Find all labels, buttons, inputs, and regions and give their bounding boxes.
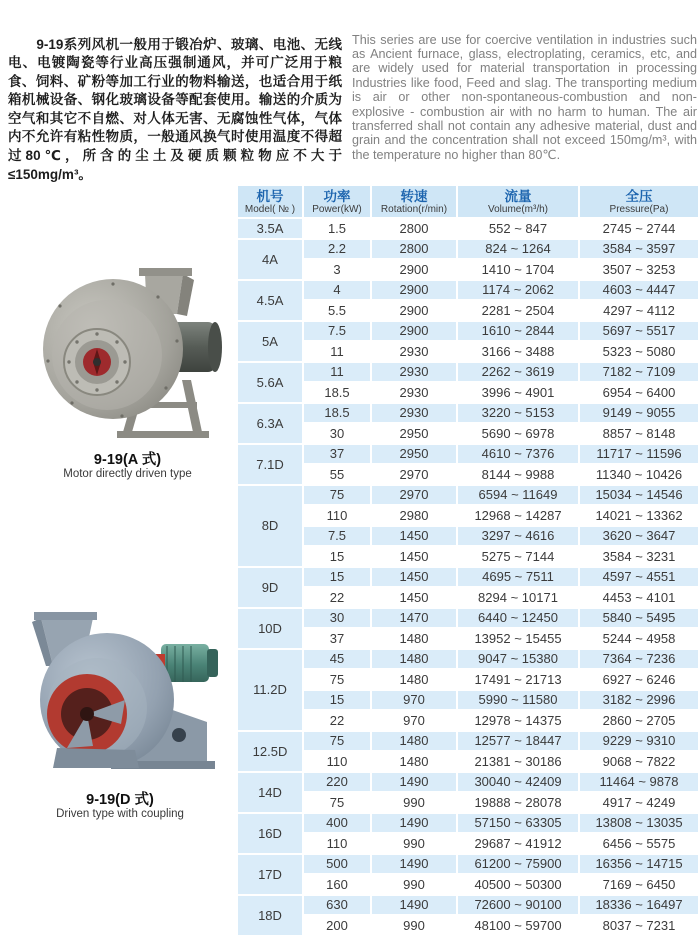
spec-cell: 8144 ~ 9988 — [458, 465, 578, 484]
spec-cell: 1610 ~ 2844 — [458, 322, 578, 341]
spec-cell: 1450 — [372, 547, 456, 566]
spec-cell: 1490 — [372, 773, 456, 792]
spec-cell: 110 — [304, 834, 370, 853]
model-cell: 16D — [238, 814, 302, 853]
spec-cell: 40500 ~ 50300 — [458, 875, 578, 894]
spec-cell: 37 — [304, 445, 370, 464]
spec-cell: 30 — [304, 609, 370, 628]
table-row — [238, 588, 698, 607]
model-cell: 9D — [238, 568, 302, 607]
spec-cell: 5.5 — [304, 301, 370, 320]
spec-cell: 990 — [372, 916, 456, 935]
spec-cell: 1480 — [372, 650, 456, 669]
spec-cell: 2900 — [372, 322, 456, 341]
intro-paragraph-english: This series are use for coercive ventilation in industries such as Ancient furnace, glass, electroplating, ceramics, etc, and are widely used for material transportation in processing Industries like food, Feed and slag. The transporting medium is air or other non-spontaneous-combustion and non- explosive - combustion air with no harm to human. The air transferred shall not contain any adhesive material, dust and grain and the concentration shall not exceed 150mg/m³, with the temperature no higher than 80℃. — [352, 32, 697, 162]
spec-cell: 1480 — [372, 732, 456, 751]
spec-cell: 37 — [304, 629, 370, 648]
spec-cell: 970 — [372, 691, 456, 710]
spec-cell: 1480 — [372, 752, 456, 771]
spec-cell: 3297 ~ 4616 — [458, 527, 578, 546]
spec-cell: 3 — [304, 260, 370, 279]
spec-cell: 12577 ~ 18447 — [458, 732, 578, 751]
spec-cell: 6456 ~ 5575 — [580, 834, 698, 853]
spec-cell: 9149 ~ 9055 — [580, 404, 698, 423]
table-row — [238, 219, 698, 238]
table-row — [238, 301, 698, 320]
spec-cell: 11340 ~ 10426 — [580, 465, 698, 484]
spec-cell: 55 — [304, 465, 370, 484]
spec-cell: 15034 ~ 14546 — [580, 486, 698, 505]
spec-cell: 21381 ~ 30186 — [458, 752, 578, 771]
intro-paragraph-chinese: 9-19系列风机一般用于锻冶炉、玻璃、电池、无线电、电镀陶瓷等行业高压强制通风，并可广泛用于粮食、饲料、矿粉等加工行业的物料输送，也适合用于纸箱机械设备、钢化玻璃设备等配套使用。输送的介质为空气和其它不自燃、对人体无害、无腐蚀性气体，气体内不允许有粘性物质，一般通风换气时使用温度不得超过80℃，所含的尘土及硬质颗粒物应不大于≤150mg/m³。 — [8, 36, 342, 182]
spec-cell: 2281 ~ 2504 — [458, 301, 578, 320]
spec-cell: 1470 — [372, 609, 456, 628]
spec-cell: 4610 ~ 7376 — [458, 445, 578, 464]
spec-cell: 400 — [304, 814, 370, 833]
spec-cell: 45 — [304, 650, 370, 669]
spec-cell: 15 — [304, 568, 370, 587]
spec-cell: 1480 — [372, 670, 456, 689]
spec-cell: 22 — [304, 588, 370, 607]
spec-cell: 11464 ~ 9878 — [580, 773, 698, 792]
table-row — [238, 363, 698, 382]
spec-cell: 1490 — [372, 814, 456, 833]
header-pressure — [580, 186, 698, 217]
spec-cell: 75 — [304, 670, 370, 689]
spec-cell: 7364 ~ 7236 — [580, 650, 698, 669]
spec-cell: 4597 ~ 4551 — [580, 568, 698, 587]
spec-cell: 18.5 — [304, 383, 370, 402]
header-row — [238, 186, 698, 217]
model-cell: 7.1D — [238, 445, 302, 484]
spec-cell: 75 — [304, 732, 370, 751]
spec-cell: 110 — [304, 752, 370, 771]
spec-cell: 3584 ~ 3231 — [580, 547, 698, 566]
table-row — [238, 383, 698, 402]
spec-cell: 630 — [304, 896, 370, 915]
spec-cell: 1450 — [372, 527, 456, 546]
spec-cell: 14021 ~ 13362 — [580, 506, 698, 525]
model-cell: 18D — [238, 896, 302, 935]
spec-cell: 61200 ~ 75900 — [458, 855, 578, 874]
table-row — [238, 691, 698, 710]
table-row — [238, 506, 698, 525]
spec-cell: 990 — [372, 875, 456, 894]
spec-cell: 2970 — [372, 486, 456, 505]
model-cell: 8D — [238, 486, 302, 566]
model-cell: 10D — [238, 609, 302, 648]
header-volume-en: Volume(m³/h) — [487, 203, 548, 215]
spec-cell: 1490 — [372, 855, 456, 874]
model-cell: 5.6A — [238, 363, 302, 402]
spec-cell: 5244 ~ 4958 — [580, 629, 698, 648]
product-a-model-caption: 9-19(A 式) — [93, 452, 162, 468]
spec-cell: 5275 ~ 7144 — [458, 547, 578, 566]
table-row — [238, 732, 698, 751]
header-model — [238, 186, 302, 217]
spec-cell: 2930 — [372, 383, 456, 402]
spec-cell: 30 — [304, 424, 370, 443]
spec-cell: 15 — [304, 547, 370, 566]
header-power-zh: 功率 — [323, 188, 351, 204]
model-cell: 4A — [238, 240, 302, 279]
model-cell: 3.5A — [238, 219, 302, 238]
spec-cell: 160 — [304, 875, 370, 894]
spec-cell: 8857 ~ 8148 — [580, 424, 698, 443]
spec-cell: 11717 ~ 11596 — [580, 445, 698, 464]
spec-cell: 970 — [372, 711, 456, 730]
header-rotation — [372, 186, 456, 217]
spec-cell: 3182 ~ 2996 — [580, 691, 698, 710]
spec-cell: 8294 ~ 10171 — [458, 588, 578, 607]
spec-cell: 5323 ~ 5080 — [580, 342, 698, 361]
spec-cell: 7182 ~ 7109 — [580, 363, 698, 382]
spec-cell: 5697 ~ 5517 — [580, 322, 698, 341]
spec-cell: 57150 ~ 63305 — [458, 814, 578, 833]
spec-cell: 48100 ~ 59700 — [458, 916, 578, 935]
fan-photo-d — [9, 608, 231, 786]
spec-cell: 15 — [304, 691, 370, 710]
spec-cell: 1174 ~ 2062 — [458, 281, 578, 300]
table-row — [238, 342, 698, 361]
table-row — [238, 896, 698, 915]
table-row — [238, 465, 698, 484]
spec-cell: 3584 ~ 3597 — [580, 240, 698, 259]
spec-cell: 4297 ~ 4112 — [580, 301, 698, 320]
spec-cell: 18.5 — [304, 404, 370, 423]
product-figure-d — [9, 608, 231, 821]
spec-cell: 2950 — [372, 424, 456, 443]
spec-cell: 990 — [372, 793, 456, 812]
spec-cell: 18336 ~ 16497 — [580, 896, 698, 915]
spec-cell: 2745 ~ 2744 — [580, 219, 698, 238]
spec-cell: 4917 ~ 4249 — [580, 793, 698, 812]
product-a-type-caption: Motor directly driven type — [63, 468, 192, 480]
spec-cell: 9047 ~ 15380 — [458, 650, 578, 669]
table-row — [238, 404, 698, 423]
header-model-zh: 机号 — [256, 188, 284, 204]
header-rotation-zh: 转速 — [400, 188, 428, 204]
header-pressure-zh: 全压 — [625, 188, 653, 204]
spec-cell: 2860 ~ 2705 — [580, 711, 698, 730]
spec-cell: 6594 ~ 11649 — [458, 486, 578, 505]
table-row — [238, 445, 698, 464]
table-row — [238, 752, 698, 771]
spec-cell: 1450 — [372, 568, 456, 587]
spec-cell: 990 — [372, 834, 456, 853]
spec-cell: 2.2 — [304, 240, 370, 259]
model-cell: 17D — [238, 855, 302, 894]
spec-cell: 4 — [304, 281, 370, 300]
spec-cell: 7169 ~ 6450 — [580, 875, 698, 894]
spec-cell: 3507 ~ 3253 — [580, 260, 698, 279]
table-row — [238, 670, 698, 689]
spec-cell: 29687 ~ 41912 — [458, 834, 578, 853]
spec-table-header — [238, 186, 698, 217]
spec-cell: 2950 — [372, 445, 456, 464]
spec-cell: 8037 ~ 7231 — [580, 916, 698, 935]
table-row — [238, 424, 698, 443]
spec-cell: 1480 — [372, 629, 456, 648]
spec-cell: 200 — [304, 916, 370, 935]
spec-cell: 16356 ~ 14715 — [580, 855, 698, 874]
table-row — [238, 711, 698, 730]
table-row — [238, 793, 698, 812]
table-row — [238, 609, 698, 628]
table-row — [238, 834, 698, 853]
table-row — [238, 260, 698, 279]
spec-cell: 3220 ~ 5153 — [458, 404, 578, 423]
spec-cell: 5990 ~ 11580 — [458, 691, 578, 710]
table-row — [238, 855, 698, 874]
spec-cell: 9229 ~ 9310 — [580, 732, 698, 751]
table-row — [238, 281, 698, 300]
spec-cell: 2930 — [372, 404, 456, 423]
spec-cell: 500 — [304, 855, 370, 874]
table-row — [238, 650, 698, 669]
spec-cell: 4695 ~ 7511 — [458, 568, 578, 587]
spec-cell: 110 — [304, 506, 370, 525]
spec-cell: 7.5 — [304, 527, 370, 546]
table-row — [238, 814, 698, 833]
model-cell: 14D — [238, 773, 302, 812]
header-model-en: Model( № ) — [244, 203, 296, 215]
spec-cell: 4603 ~ 4447 — [580, 281, 698, 300]
spec-cell: 30040 ~ 42409 — [458, 773, 578, 792]
spec-cell: 11 — [304, 342, 370, 361]
table-row — [238, 568, 698, 587]
spec-cell: 13952 ~ 15455 — [458, 629, 578, 648]
spec-cell: 6954 ~ 6400 — [580, 383, 698, 402]
spec-cell: 1450 — [372, 588, 456, 607]
table-row — [238, 773, 698, 792]
fan-photo-a — [25, 264, 230, 446]
spec-cell: 12978 ~ 14375 — [458, 711, 578, 730]
spec-cell: 22 — [304, 711, 370, 730]
spec-cell: 2930 — [372, 342, 456, 361]
header-volume — [458, 186, 578, 217]
spec-cell: 3996 ~ 4901 — [458, 383, 578, 402]
spec-cell: 72600 ~ 90100 — [458, 896, 578, 915]
product-d-model-caption: 9-19(D 式) — [86, 792, 154, 808]
spec-cell: 11 — [304, 363, 370, 382]
spec-cell: 9068 ~ 7822 — [580, 752, 698, 771]
table-row — [238, 486, 698, 505]
spec-cell: 7.5 — [304, 322, 370, 341]
table-row — [238, 322, 698, 341]
header-power — [304, 186, 370, 217]
spec-cell: 2930 — [372, 363, 456, 382]
spec-cell: 2970 — [372, 465, 456, 484]
product-figure-a — [25, 264, 230, 481]
model-cell: 4.5A — [238, 281, 302, 320]
table-row — [238, 240, 698, 259]
spec-cell: 220 — [304, 773, 370, 792]
spec-cell: 1410 ~ 1704 — [458, 260, 578, 279]
spec-table — [236, 184, 700, 937]
table-row — [238, 916, 698, 935]
spec-cell: 3620 ~ 3647 — [580, 527, 698, 546]
spec-cell: 2900 — [372, 281, 456, 300]
spec-cell: 3166 ~ 3488 — [458, 342, 578, 361]
header-power-en: Power(kW) — [312, 203, 362, 215]
spec-cell: 19888 ~ 28078 — [458, 793, 578, 812]
spec-cell: 4453 ~ 4101 — [580, 588, 698, 607]
spec-cell: 1.5 — [304, 219, 370, 238]
spec-cell: 6927 ~ 6246 — [580, 670, 698, 689]
spec-cell: 2900 — [372, 301, 456, 320]
model-cell: 11.2D — [238, 650, 302, 730]
spec-cell: 2900 — [372, 260, 456, 279]
spec-cell: 2800 — [372, 219, 456, 238]
spec-cell: 75 — [304, 486, 370, 505]
table-row — [238, 547, 698, 566]
spec-cell: 6440 ~ 12450 — [458, 609, 578, 628]
header-pressure-en: Pressure(Pa) — [609, 203, 669, 215]
table-row — [238, 527, 698, 546]
spec-cell: 824 ~ 1264 — [458, 240, 578, 259]
spec-cell: 5840 ~ 5495 — [580, 609, 698, 628]
table-row — [238, 629, 698, 648]
spec-cell: 1490 — [372, 896, 456, 915]
model-cell: 6.3A — [238, 404, 302, 443]
spec-cell: 17491 ~ 21713 — [458, 670, 578, 689]
spec-cell: 2262 ~ 3619 — [458, 363, 578, 382]
product-d-type-caption: Driven type with coupling — [56, 808, 184, 820]
table-row — [238, 875, 698, 894]
spec-cell: 2800 — [372, 240, 456, 259]
spec-cell: 13808 ~ 13035 — [580, 814, 698, 833]
spec-cell: 552 ~ 847 — [458, 219, 578, 238]
header-rotation-en: Rotation(r/min) — [380, 203, 448, 215]
spec-cell: 12968 ~ 14287 — [458, 506, 578, 525]
spec-cell: 5690 ~ 6978 — [458, 424, 578, 443]
spec-cell: 75 — [304, 793, 370, 812]
spec-table-body — [238, 219, 698, 935]
spec-cell: 2980 — [372, 506, 456, 525]
model-cell: 5A — [238, 322, 302, 361]
header-volume-zh: 流量 — [504, 188, 532, 204]
model-cell: 12.5D — [238, 732, 302, 771]
